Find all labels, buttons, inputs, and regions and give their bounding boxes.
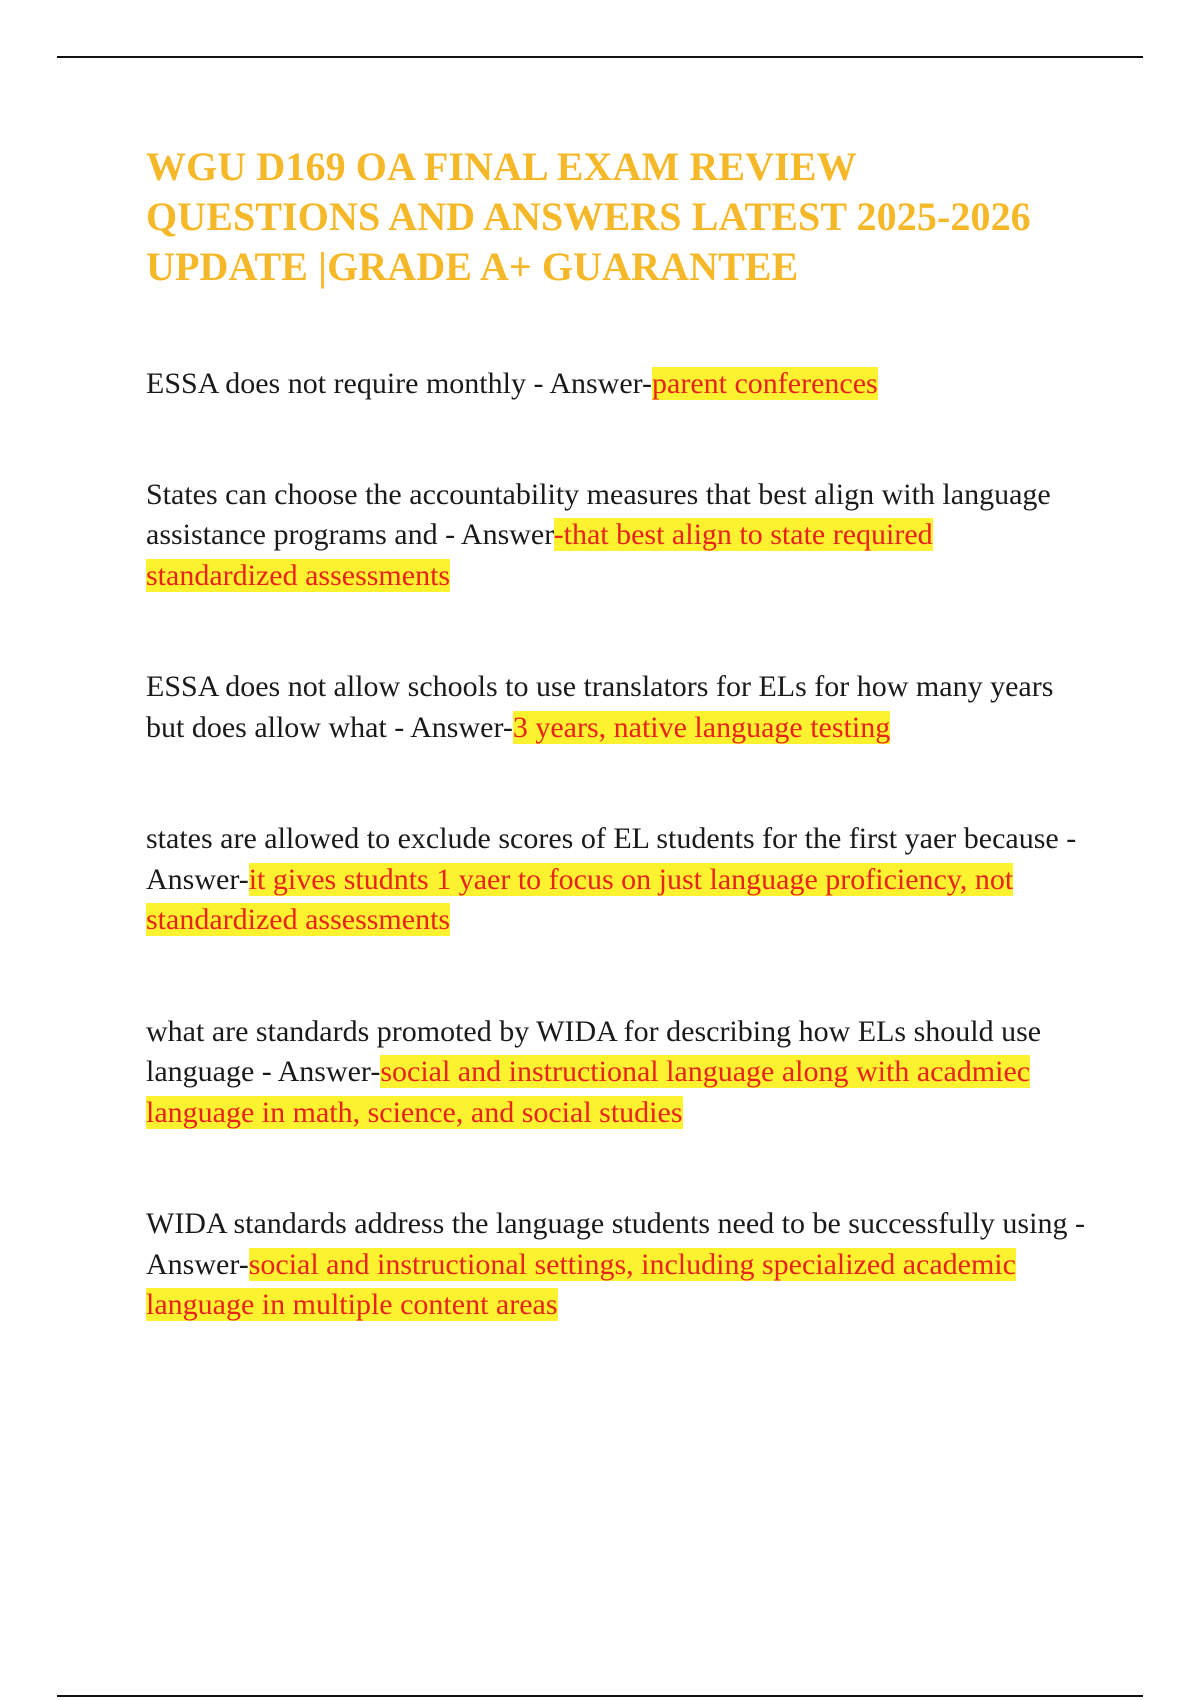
qa-item [146, 1204, 1086, 1326]
qa-item [146, 475, 1086, 597]
answer-text: 3 years, native language testing [512, 710, 891, 744]
question-text: states are allowed to exclude scores of EL students for the first yaer because - Answer- [146, 822, 1077, 896]
answer-text: social and instructional settings, including specialized academic language in multiple content areas [146, 1247, 1016, 1321]
top-rule [57, 56, 1143, 58]
answer-text: it gives studnts 1 yaer to focus on just language proficiency, not standardized assessments [146, 862, 1014, 936]
qa-item [146, 667, 1086, 748]
bottom-rule [57, 1695, 1143, 1697]
question-text: what are standards promoted by WIDA for describing how ELs should use language - Answer- [146, 1014, 1042, 1088]
document-body [146, 142, 1086, 1397]
qa-item [146, 364, 1086, 405]
qa-item [146, 1012, 1086, 1134]
qa-item [146, 819, 1086, 941]
question-text: ESSA does not allow schools to use translators for ELs for how many years but does allow what - Answer- [146, 670, 1054, 744]
question-text: WIDA standards address the language students need to be successfully using - Answer- [146, 1207, 1085, 1281]
answer-text: parent conferences [652, 367, 878, 400]
document-title: WGU D169 OA FINAL EXAM REVIEW QUESTIONS AND ANSWERS LATEST 2025-2026 UPDATE |GRADE A+ GUARANTEE [146, 144, 1031, 289]
answer-text: social and instructional language along with acadmiec language in math, science, and social studies [146, 1055, 1031, 1129]
question-text: ESSA does not require monthly - Answer- [146, 367, 653, 400]
question-text: States can choose the accountability measures that best align with language assistance programs and - Answer [146, 477, 1051, 551]
answer-text: -that best align to state required standardized assessments [146, 518, 933, 592]
qa-list [146, 364, 1086, 1326]
